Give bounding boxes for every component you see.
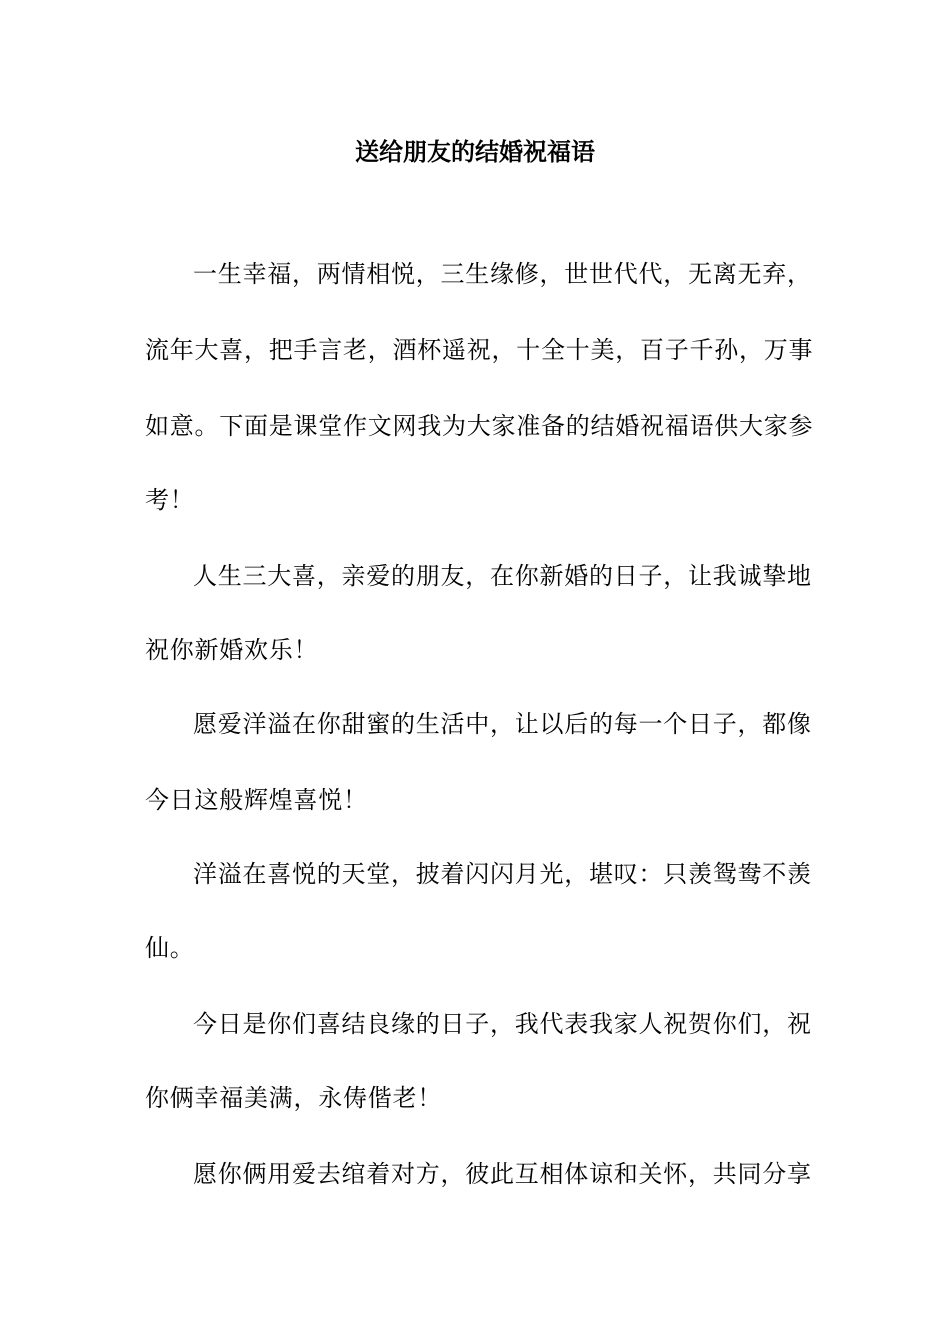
paragraph-line: 你俩幸福美满，永俦偕老！ <box>145 1084 442 1112</box>
document-title: 送给朋友的结婚祝福语 <box>355 138 595 166</box>
paragraph-line: 今日是你们喜结良缘的日子，我代表我家人祝贺你们，祝 <box>193 1010 812 1038</box>
paragraph-line: 如意。下面是课堂作文网我为大家准备的结婚祝福语供大家参 <box>145 412 814 440</box>
paragraph-line: 愿爱洋溢在你甜蜜的生活中，让以后的每一个日子，都像 <box>193 710 812 738</box>
paragraph-line: 人生三大喜，亲爱的朋友，在你新婚的日子，让我诚挚地 <box>193 562 812 590</box>
paragraph-line: 一生幸福，两情相悦，三生缘修，世世代代，无离无弃， <box>193 260 812 288</box>
paragraph-line: 愿你俩用爱去绾着对方，彼此互相体谅和关怀，共同分享 <box>193 1160 812 1188</box>
paragraph-line: 仙。 <box>145 934 195 962</box>
paragraph-line: 祝你新婚欢乐！ <box>145 636 319 664</box>
paragraph-line: 考！ <box>145 486 195 514</box>
paragraph-line: 流年大喜，把手言老，酒杯遥祝，十全十美，百子千孙，万事 <box>145 336 814 364</box>
paragraph-line: 洋溢在喜悦的天堂，披着闪闪月光，堪叹：只羡鸳鸯不羡 <box>193 860 812 888</box>
paragraph-line: 今日这般辉煌喜悦！ <box>145 786 368 814</box>
